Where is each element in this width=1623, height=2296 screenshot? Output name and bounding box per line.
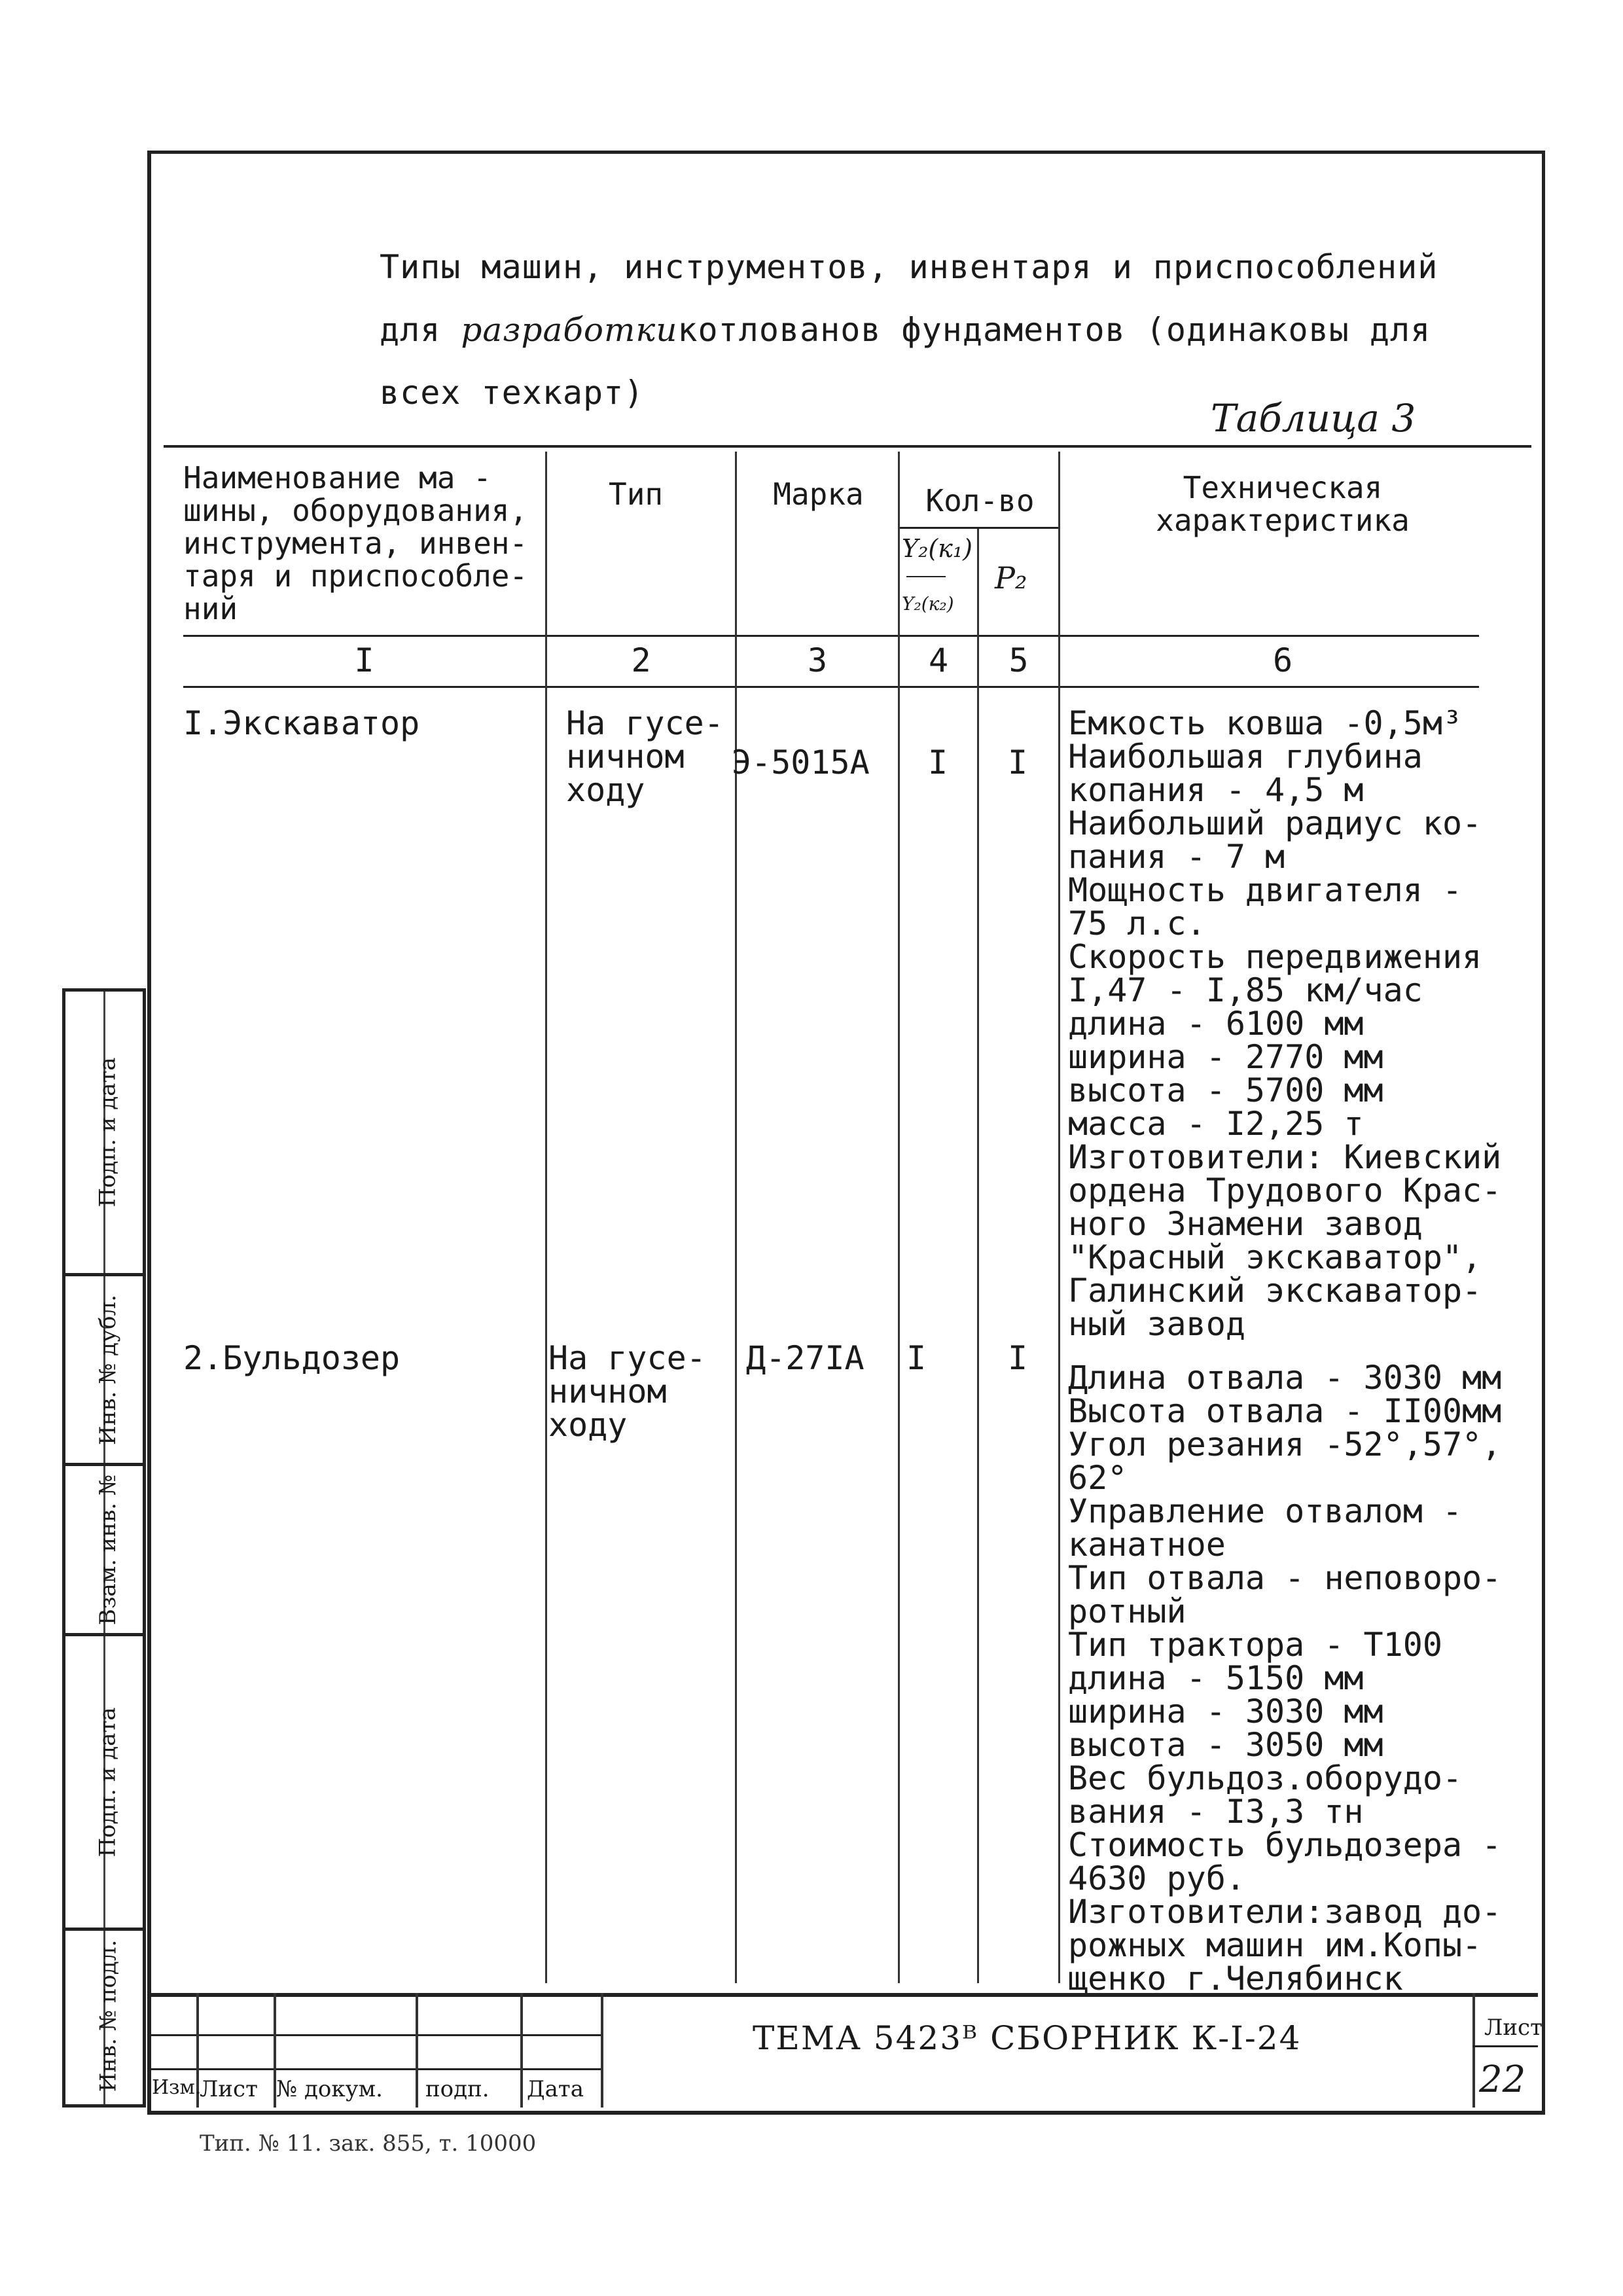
tb-col-date: Дата — [527, 2076, 584, 2102]
row-2-spec: Длина отвала - 3030 мм Высота отвала - II00мм Угол резания -52°,57°, 62° Управление отвалом - канатное Тип отвала - неповоро- ротный Тип трактора - Т100 длина - 5150 мм ширина - 3030 мм высота - 3050 мм Вес бульдоз.оборудо- вания - I3,3 тн Стоимость бульдозера - 4630 руб. Изготовители:завод до- рожных машин им.Копы- щенко г.Челябинск — [1068, 1359, 1502, 1998]
row-1-qty-a: I — [928, 744, 948, 781]
title-block-col — [1472, 1993, 1475, 2108]
margin-label-orig-inv: Инв. № подл. — [95, 1939, 121, 2092]
table-label: Таблица 3 — [1211, 396, 1416, 440]
col-divider-1 — [545, 452, 547, 1983]
col-divider-3 — [898, 452, 900, 1983]
col-divider-2 — [735, 452, 737, 1983]
tb-col-sign: подп. — [425, 2076, 490, 2102]
table-top-border — [164, 445, 1531, 448]
col-divider-4 — [977, 529, 979, 1983]
row-1-name: I.Экскаватор — [183, 704, 420, 742]
row-1-qty-b: I — [1008, 744, 1028, 781]
col-number-5: 5 — [1008, 641, 1029, 679]
header-qty-a: Y₂(к₁) — [902, 534, 972, 563]
row-2-name: 2.Бульдозер — [183, 1339, 401, 1377]
margin-label-replace-inv: Взам. инв. № — [95, 1474, 121, 1625]
tb-col-izm: Изм. — [152, 2076, 202, 2099]
row-2-type: На гусе- ничном ходу — [548, 1339, 706, 1444]
margin-label-sign-2: Подп. и дата — [95, 1706, 121, 1857]
margin-label-dup-inv: Инв. № дубл. — [95, 1294, 121, 1445]
title-block-row-line — [151, 2068, 603, 2070]
title-block-col — [601, 1993, 603, 2108]
tb-col-list: Лист — [200, 2076, 258, 2102]
heading-line-1: Типы машин, инструментов, инвентаря и приспособлений — [380, 248, 1438, 286]
margin-label-sign-1: Подп. и дата — [95, 1057, 121, 1208]
header-qty: Кол-во — [925, 483, 1035, 518]
col-divider-5 — [1058, 452, 1060, 1983]
print-footer: Тип. № 11. зак. 855, т. 10000 — [200, 2130, 537, 2157]
header-brand: Марка — [773, 476, 864, 512]
row-2-qty-b: I — [1008, 1339, 1028, 1377]
header-bottom-border — [183, 635, 1479, 637]
qty-fraction-bar — [906, 576, 946, 577]
sheet-box-line — [1472, 2045, 1538, 2047]
title-block-row-line — [151, 2034, 603, 2036]
row-2-qty-a: I — [906, 1339, 927, 1377]
title-block-title: ТЕМА 5423ᴮ СБОРНИК К-I-24 — [753, 2019, 1302, 2057]
heading-line-3: всех техкарт) — [380, 374, 645, 412]
tb-col-doc: № докум. — [276, 2076, 383, 2102]
title-block-col — [416, 1993, 418, 2108]
heading-line-2: для разработкикотлованов фундаментов (одинаковы для — [380, 311, 1431, 349]
header-qty-b: P₂ — [995, 560, 1027, 596]
row-1-spec: Емкость ковша -0,5м³ Наибольшая глубина копания - 4,5 м Наибольший радиус ко- пания - 7 м Мощность двигателя - 75 л.с. Скорость передвижения I,47 - I,85 км/час длина - 6100 мм ширина - 2770 мм высота - 5700 мм масса - I2,25 т Изготовители: Киевский ордена Трудового Крас- ного Знамени завод "Красный экскаватор", Галинский экскаватор- ный завод — [1068, 704, 1502, 1343]
header-type: Тип — [609, 476, 664, 512]
col-number-4: 4 — [928, 641, 949, 679]
col-number-6: 6 — [1272, 641, 1293, 679]
header-spec: Техническая характеристика — [1156, 470, 1410, 538]
header-qty-a2: Y₂(к₂) — [902, 593, 954, 615]
margin-stamp-strip — [62, 988, 146, 2108]
header-name: Наименование ма - шины, оборудования, инструмента, инвен- таря и приспособле- ний — [183, 460, 528, 626]
row-2-brand: Д-27IА — [746, 1339, 865, 1377]
row-1-brand: Э-5015А — [732, 744, 870, 781]
sheet-number: 22 — [1479, 2058, 1526, 2101]
col-number-3: 3 — [807, 641, 828, 679]
col-number-2: 2 — [631, 641, 651, 679]
row-1-type: На гусе- ничном ходу — [566, 704, 724, 809]
title-block-col — [520, 1993, 523, 2108]
sheet-label: Лист — [1484, 2015, 1543, 2041]
colnum-bottom-border — [183, 686, 1479, 688]
col-number-1: I — [354, 641, 374, 679]
